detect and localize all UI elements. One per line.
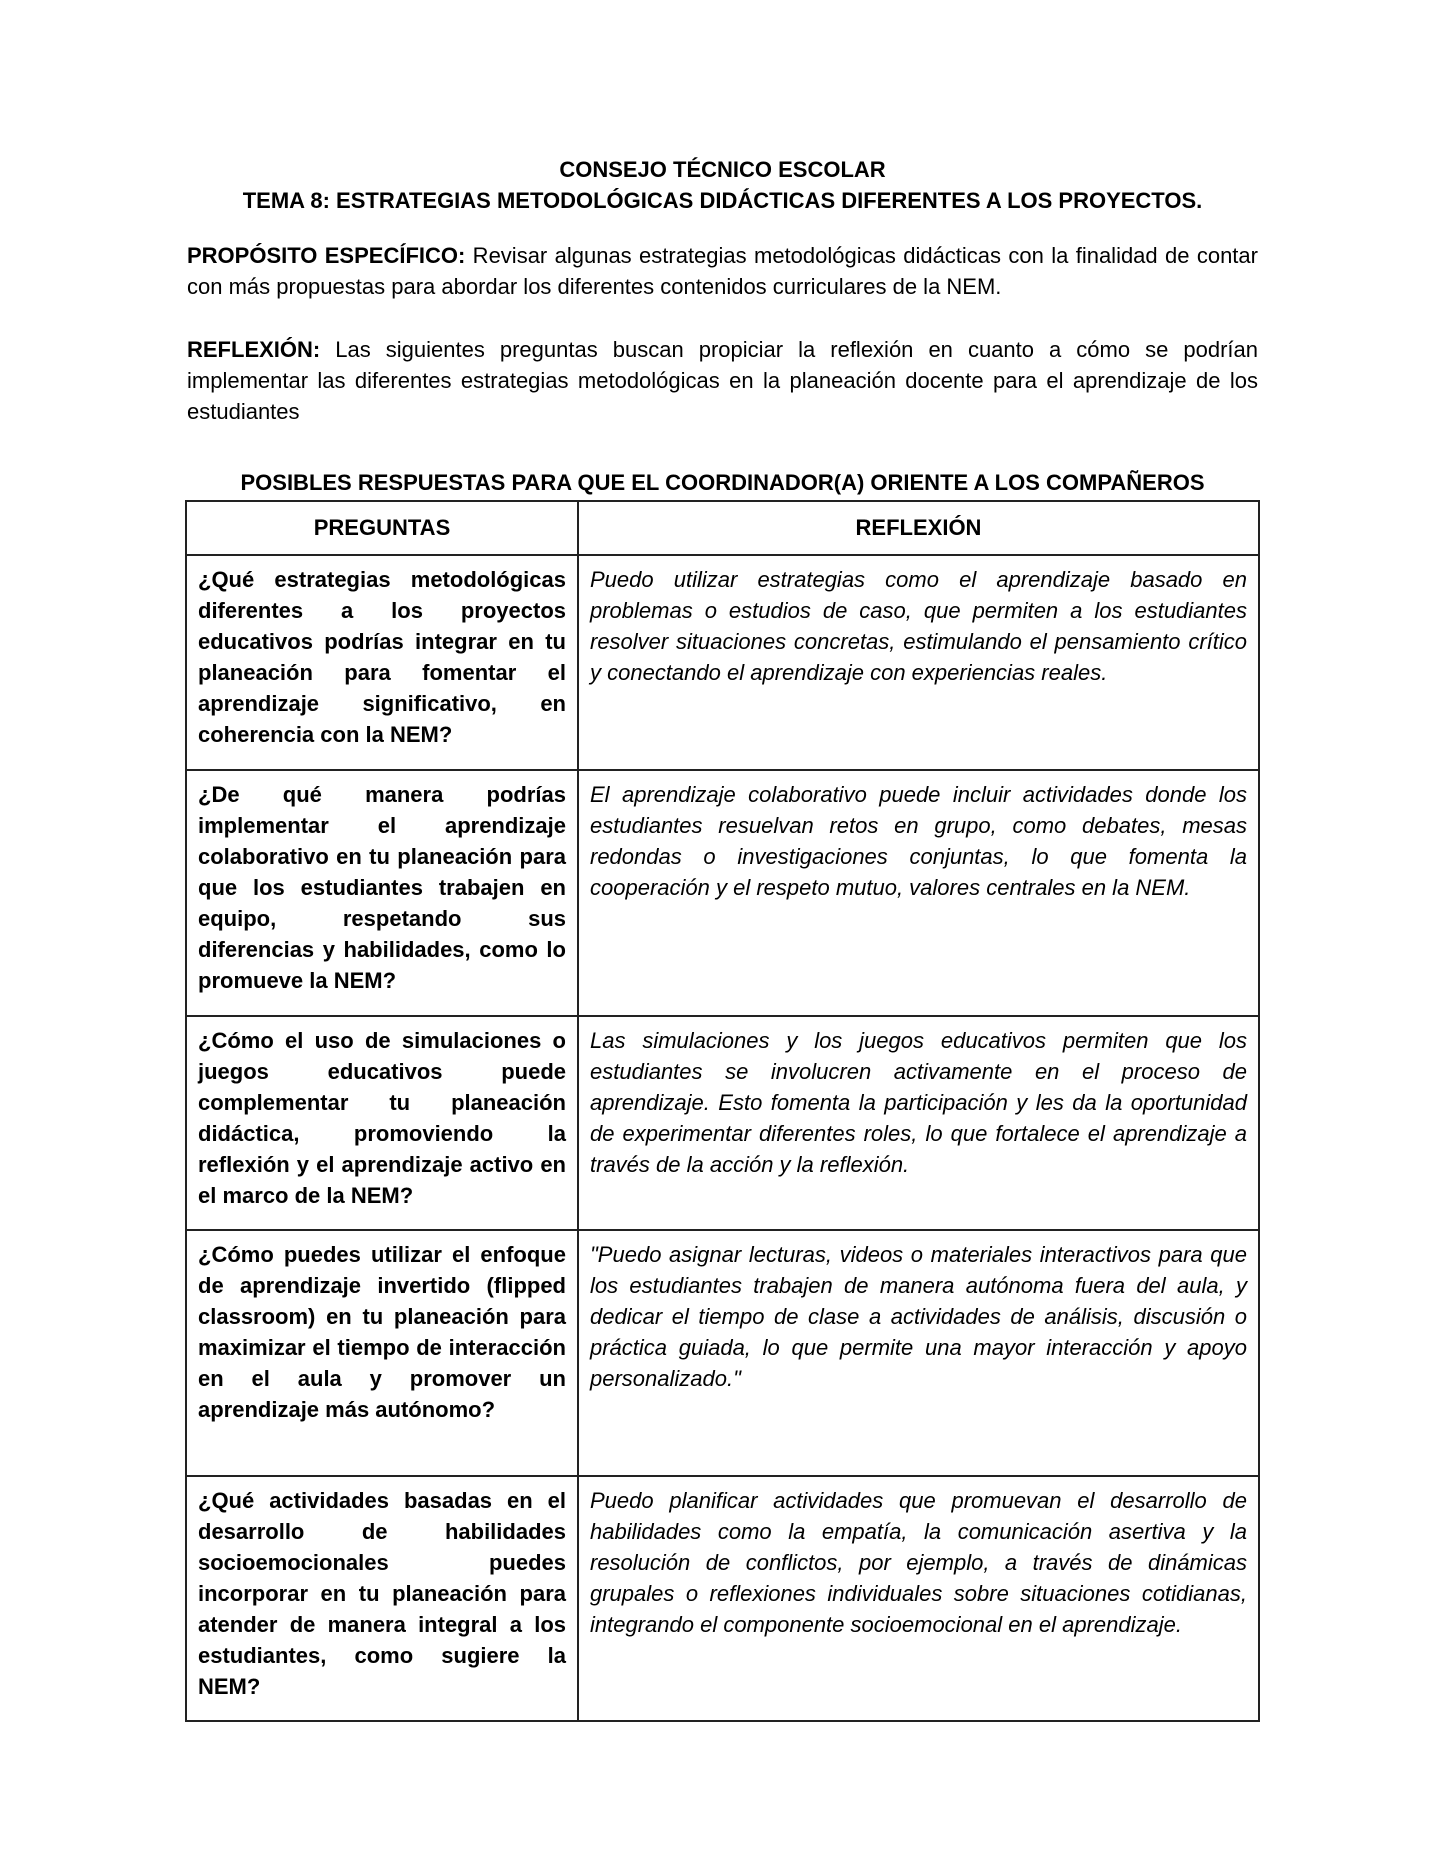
table-row bbox=[186, 770, 1259, 1016]
answer-cell: "Puedo asignar lecturas, videos o materiales interactivos para que los estudiantes trabajen de manera autónoma fuera del aula, y dedicar el tiempo de clase a actividades de análisis, discusión o práctica guiada, lo que permite una mayor interacción y apoyo personalizado." bbox=[578, 1230, 1259, 1476]
table-row bbox=[186, 1016, 1259, 1230]
question-cell: ¿Cómo puedes utilizar el enfoque de aprendizaje invertido (flipped classroom) en tu planeación para maximizar el tiempo de interacción en el aula y promover un aprendizaje más autónomo? bbox=[186, 1230, 578, 1476]
answer-cell: Puedo planificar actividades que promuevan el desarrollo de habilidades como la empatía, la comunicación asertiva y la resolución de conflictos, por ejemplo, a través de dinámicas grupales o reflexiones individuales sobre situaciones cotidianas, integrando el componente socioemocional en el aprendizaje. bbox=[578, 1476, 1259, 1721]
table-row bbox=[186, 1476, 1259, 1721]
answer-cell: El aprendizaje colaborativo puede incluir actividades donde los estudiantes resuelvan retos en grupo, como debates, mesas redondas o investigaciones conjuntas, lo que fomenta la cooperación y el respeto mutuo, valores centrales en la NEM. bbox=[578, 770, 1259, 1016]
question-cell: ¿Cómo el uso de simulaciones o juegos educativos puede complementar tu planeación didáctica, promoviendo la reflexión y el aprendizaje activo en el marco de la NEM? bbox=[186, 1016, 578, 1230]
answer-cell: Las simulaciones y los juegos educativos permiten que los estudiantes se involucren activamente en el proceso de aprendizaje. Esto fomenta la participación y les da la oportunidad de experimentar diferentes roles, lo que fortalece el aprendizaje a través de la acción y la reflexión. bbox=[578, 1016, 1259, 1230]
purpose-text: Revisar algunas estrategias metodológicas didácticas con la finalidad de contar con más propuestas para abordar los diferentes contenidos curriculares de la NEM. bbox=[187, 243, 1258, 299]
document-title: CONSEJO TÉCNICO ESCOLAR bbox=[559, 157, 886, 182]
section-heading: POSIBLES RESPUESTAS PARA QUE EL COORDINADOR(A) ORIENTE A LOS COMPAÑEROS bbox=[240, 470, 1205, 495]
column-header-preguntas: PREGUNTAS bbox=[186, 501, 578, 555]
question-cell: ¿Qué estrategias metodológicas diferentes a los proyectos educativos podrías integrar en tu planeación para fomentar el aprendizaje significativo, en coherencia con la NEM? bbox=[186, 555, 578, 770]
reflection-text: Las siguientes preguntas buscan propiciar la reflexión en cuanto a cómo se podrían implementar las diferentes estrategias metodológicas en la planeación docente para el aprendizaje de los estudiantes bbox=[187, 337, 1258, 424]
purpose-label: PROPÓSITO ESPECÍFICO: bbox=[187, 243, 466, 268]
questions-table bbox=[185, 500, 1260, 1722]
table-row bbox=[186, 555, 1259, 770]
reflection-label: REFLEXIÓN: bbox=[187, 337, 321, 362]
document-subtitle: TEMA 8: ESTRATEGIAS METODOLÓGICAS DIDÁCTICAS DIFERENTES A LOS PROYECTOS. bbox=[242, 188, 1203, 213]
table-header-row bbox=[186, 501, 1259, 555]
question-cell: ¿De qué manera podrías implementar el aprendizaje colaborativo en tu planeación para que los estudiantes trabajen en equipo, respetando sus diferencias y habilidades, como lo promueve la NEM? bbox=[186, 770, 578, 1016]
answer-cell: Puedo utilizar estrategias como el aprendizaje basado en problemas o estudios de caso, que permiten a los estudiantes resolver situaciones concretas, estimulando el pensamiento crítico y conectando el aprendizaje con experiencias reales. bbox=[578, 555, 1259, 770]
column-header-reflexion: REFLEXIÓN bbox=[578, 501, 1259, 555]
question-cell: ¿Qué actividades basadas en el desarrollo de habilidades socioemocionales puedes incorporar en tu planeación para atender de manera integral a los estudiantes, como sugiere la NEM? bbox=[186, 1476, 578, 1721]
table-row bbox=[186, 1230, 1259, 1476]
purpose-paragraph bbox=[187, 240, 1258, 302]
reflection-paragraph bbox=[187, 334, 1258, 427]
